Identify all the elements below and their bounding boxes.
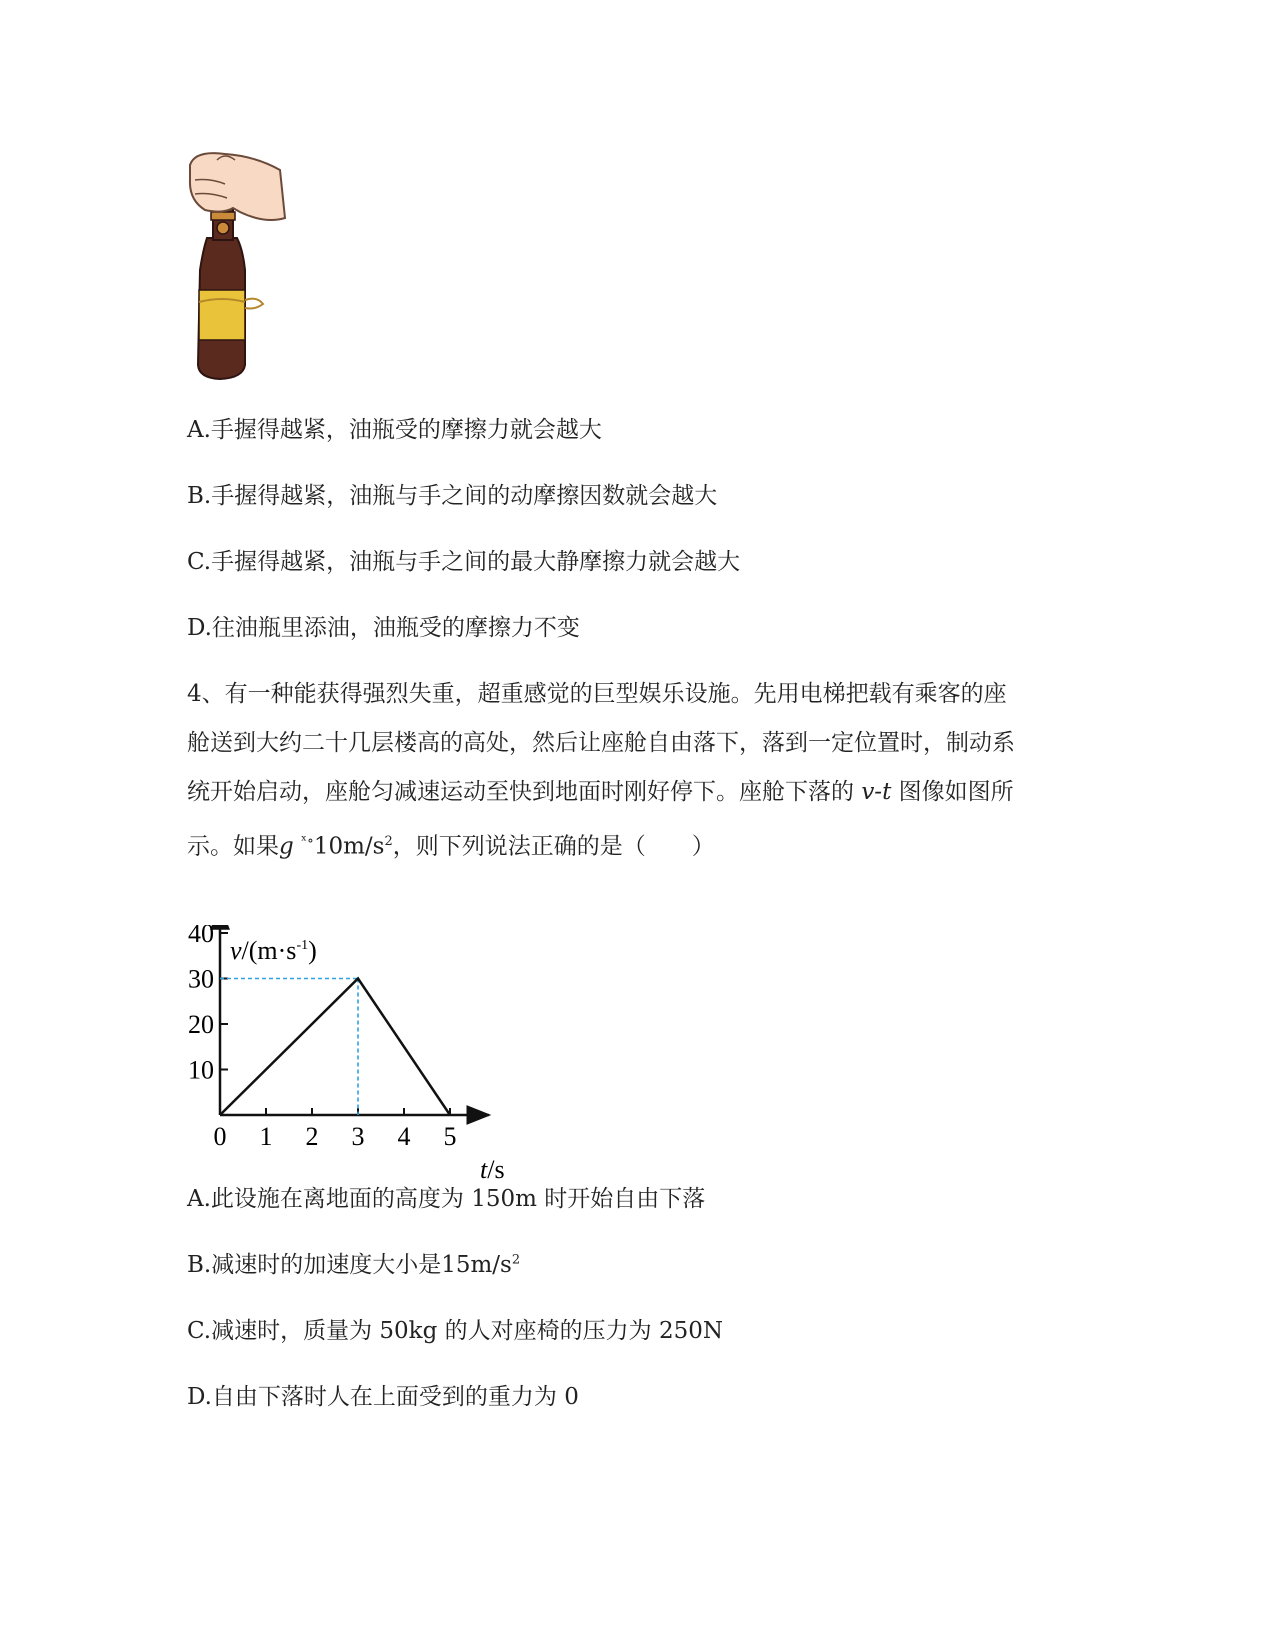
garbled-glyph: ˣ∘ <box>301 833 314 849</box>
x-tick-label: 4 <box>397 1122 411 1151</box>
q4-stem-line-3 <box>187 777 1087 826</box>
q4-option-b-text: B.减速时的加速度大小是 <box>187 1252 442 1278</box>
x-axis-label: t/s <box>480 1155 505 1184</box>
q3-option-b: B.手握得越紧，油瓶与手之间的动摩擦因数就会越大 <box>187 483 718 509</box>
q3-option-d: D.往油瓶里添油，油瓶受的摩擦力不变 <box>187 615 580 641</box>
vt-symbol: v-t <box>861 779 892 805</box>
vt-series-line <box>220 979 450 1116</box>
hand-holding-bottle-icon <box>185 150 295 390</box>
q4-stem-line-2: 舱送到大约二十几层楼高的高处，然后让座舱自由落下，落到一定位置时，制动系 <box>187 730 1015 756</box>
x-tick-label: 0 <box>213 1122 227 1151</box>
g-value: 10m/s <box>313 833 385 860</box>
q4-option-c: C.减速时，质量为 50kg 的人对座椅的压力为 250N <box>187 1318 723 1344</box>
q4-line4-prefix: 示。如果 <box>187 833 279 860</box>
q4-option-b-value: 15m/s <box>441 1252 512 1278</box>
y-tick-label: 40 <box>188 925 214 948</box>
y-tick-label: 30 <box>188 964 214 994</box>
q4-option-b-exponent: 2 <box>511 1252 521 1268</box>
vt-graph <box>180 925 550 1205</box>
q4-option-a: A.此设施在离地面的高度为 150m 时开始自由下落 <box>187 1186 706 1212</box>
q4-option-b <box>187 1250 520 1280</box>
x-tick-label: 5 <box>443 1122 457 1151</box>
q4-stem-line-1: 4、有一种能获得强烈失重，超重感觉的巨型娱乐设施。先用电梯把载有乘客的座 <box>187 681 1007 707</box>
x-tick-label: 3 <box>351 1122 365 1151</box>
y-tick-label: 20 <box>188 1010 214 1039</box>
q3-option-c: C.手握得越紧，油瓶与手之间的最大静摩擦力就会越大 <box>187 549 741 575</box>
y-axis-label: $v/(m\cdot s^{-1})$ <box>230 936 317 965</box>
q4-stem <box>187 679 1087 875</box>
y-tick-label: 10 <box>188 1055 214 1085</box>
q4-line3-suffix: 图像如图所 <box>891 779 1014 805</box>
g-exponent: 2 <box>384 834 393 849</box>
g-symbol: g <box>279 833 294 860</box>
x-tick-label: 1 <box>259 1122 273 1151</box>
x-tick-label: 2 <box>305 1122 319 1151</box>
q4-option-d: D.自由下落时人在上面受到的重力为 0 <box>187 1384 579 1410</box>
q4-line3-prefix: 统开始启动，座舱匀减速运动至快到地面时刚好停下。座舱下落的 <box>187 779 862 805</box>
q3-option-a: A.手握得越紧，油瓶受的摩擦力就会越大 <box>187 417 602 443</box>
q4-stem-line-4 <box>187 826 1087 875</box>
q4-line4-suffix: ，则下列说法正确的是（ ） <box>392 833 715 860</box>
